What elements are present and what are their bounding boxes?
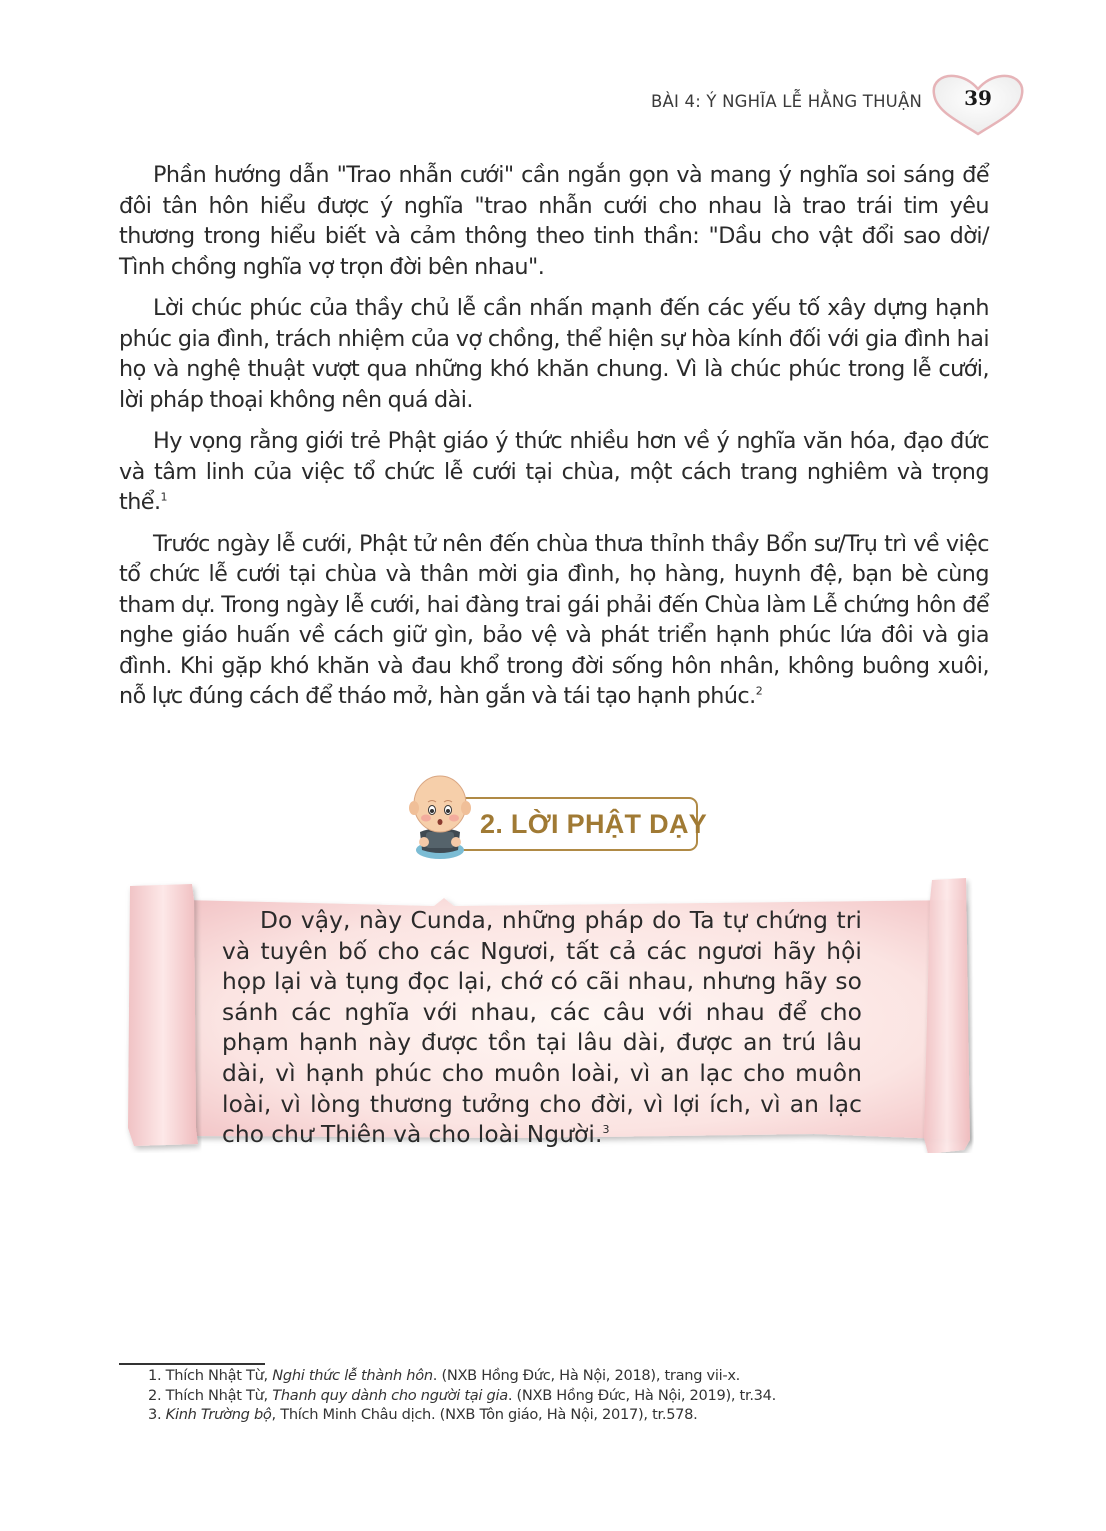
footnote-divider [119, 1363, 265, 1365]
footnote-2: 2. Thích Nhật Từ, Thanh quy dành cho người tại gia. (NXB Hồng Đức, Hà Nội, 2019), tr.34. [148, 1386, 776, 1404]
paragraph-1: Phần hướng dẫn "Trao nhẫn cưới" cần ngắn gọn và mang ý nghĩa soi sáng để đôi tân hôn hiểu được ý nghĩa "trao nhẫn cưới cho nhau là trao trái tim yêu thương trong hiểu biết và cảm thông theo tinh thần: "Dầu cho vật đổi sao dời/ Tình chồng nghĩa vợ trọn đời bên nhau". [119, 162, 989, 280]
footnote-2-title: Thanh quy dành cho người tại gia [272, 1386, 508, 1404]
section-heading [400, 770, 710, 860]
page-header [651, 72, 1026, 138]
buddha-quote: Do vậy, này Cunda, những pháp do Ta tự chứng tri và tuyên bố cho các Ngươi, tất cả các ngươi hãy hội họp lại và tụng đọc lại, chớ có cãi nhau, nhưng hãy so sánh các nghĩa với nhau, các câu với nhau để cho phạm hạnh này được tồn tại lâu dài, được an trú lâu dài, vì hạnh phúc cho muôn loài, vì an lạc cho muôn loài, vì lòng thương tưởng cho đời, vì lợi ích, vì an lạc cho chư Thiên và cho loài Người.$^3$ [222, 907, 862, 1149]
footnote-ref-3[interactable]: 3 [602, 1123, 610, 1137]
footnotes [148, 1366, 776, 1425]
footnote-1: 1. Thích Nhật Từ, Nghi thức lễ thành hôn. (NXB Hồng Đức, Hà Nội, 2018), trang vii-x. [148, 1367, 740, 1384]
chapter-title: BÀI 4: Ý NGHĨA LỄ HẰNG THUẬN [650, 91, 922, 111]
footnote-ref-1[interactable]: 1 [160, 490, 167, 504]
page-number: 39 [964, 86, 992, 110]
footnote-3-title: Kinh Trường bộ [165, 1406, 272, 1423]
paragraph-4: Trước ngày lễ cưới, Phật tử nên đến chùa thưa thỉnh thầy Bổn sư/Trụ trì về việc tổ chức lễ cưới tại chùa và thân mời gia đình, họ hàng, huynh đệ, bạn bè cùng tham dự. Trong ngày lễ cưới, hai đàng trai gái phải đến Chùa làm Lễ chứng hôn để nghe giáo huấn về cách giữ gìn, bảo vệ và phát triển hạnh phúc lứa đôi và gia đình. Khi gặp khó khăn và đau khổ trong đời sống hôn nhân, không buông xuôi, nỗ lực đúng cách để tháo mở, hàn gắn và tái tạo hạnh phúc.$^2$ [119, 530, 989, 709]
footnote-1-title: Nghi thức lễ thành hôn [272, 1367, 433, 1384]
body-text [119, 160, 989, 723]
paragraph-2: Lời chúc phúc của thầy chủ lễ cần nhấn mạnh đến các yếu tố xây dựng hạnh phúc gia đình, trách nhiệm của vợ chồng, thể hiện sự hòa kính đối với gia đình hai họ và nghệ thuật vượt qua những khó khăn chung. Vì là chúc phúc trong lễ cưới, lời pháp thoại không nên quá dài. [119, 295, 989, 413]
section-title: 2. LỜI PHẬT DẠY [480, 809, 708, 839]
monk-child-icon [400, 770, 480, 860]
footnote-ref-2[interactable]: 2 [755, 684, 763, 698]
footnote-3: 3. Kinh Trường bộ, Thích Minh Châu dịch. (NXB Tôn giáo, Hà Nội, 2017), tr.578. [148, 1406, 698, 1423]
section-title-box [448, 797, 708, 851]
quote-scroll [124, 878, 974, 1153]
page-number-badge [930, 72, 1026, 138]
paragraph-3: Hy vọng rằng giới trẻ Phật giáo ý thức nhiều hơn về ý nghĩa văn hóa, đạo đức và tâm linh của việc tổ chức lễ cưới tại chùa, một cách trang nghiêm và trọng thể.$^1$ [119, 428, 989, 515]
